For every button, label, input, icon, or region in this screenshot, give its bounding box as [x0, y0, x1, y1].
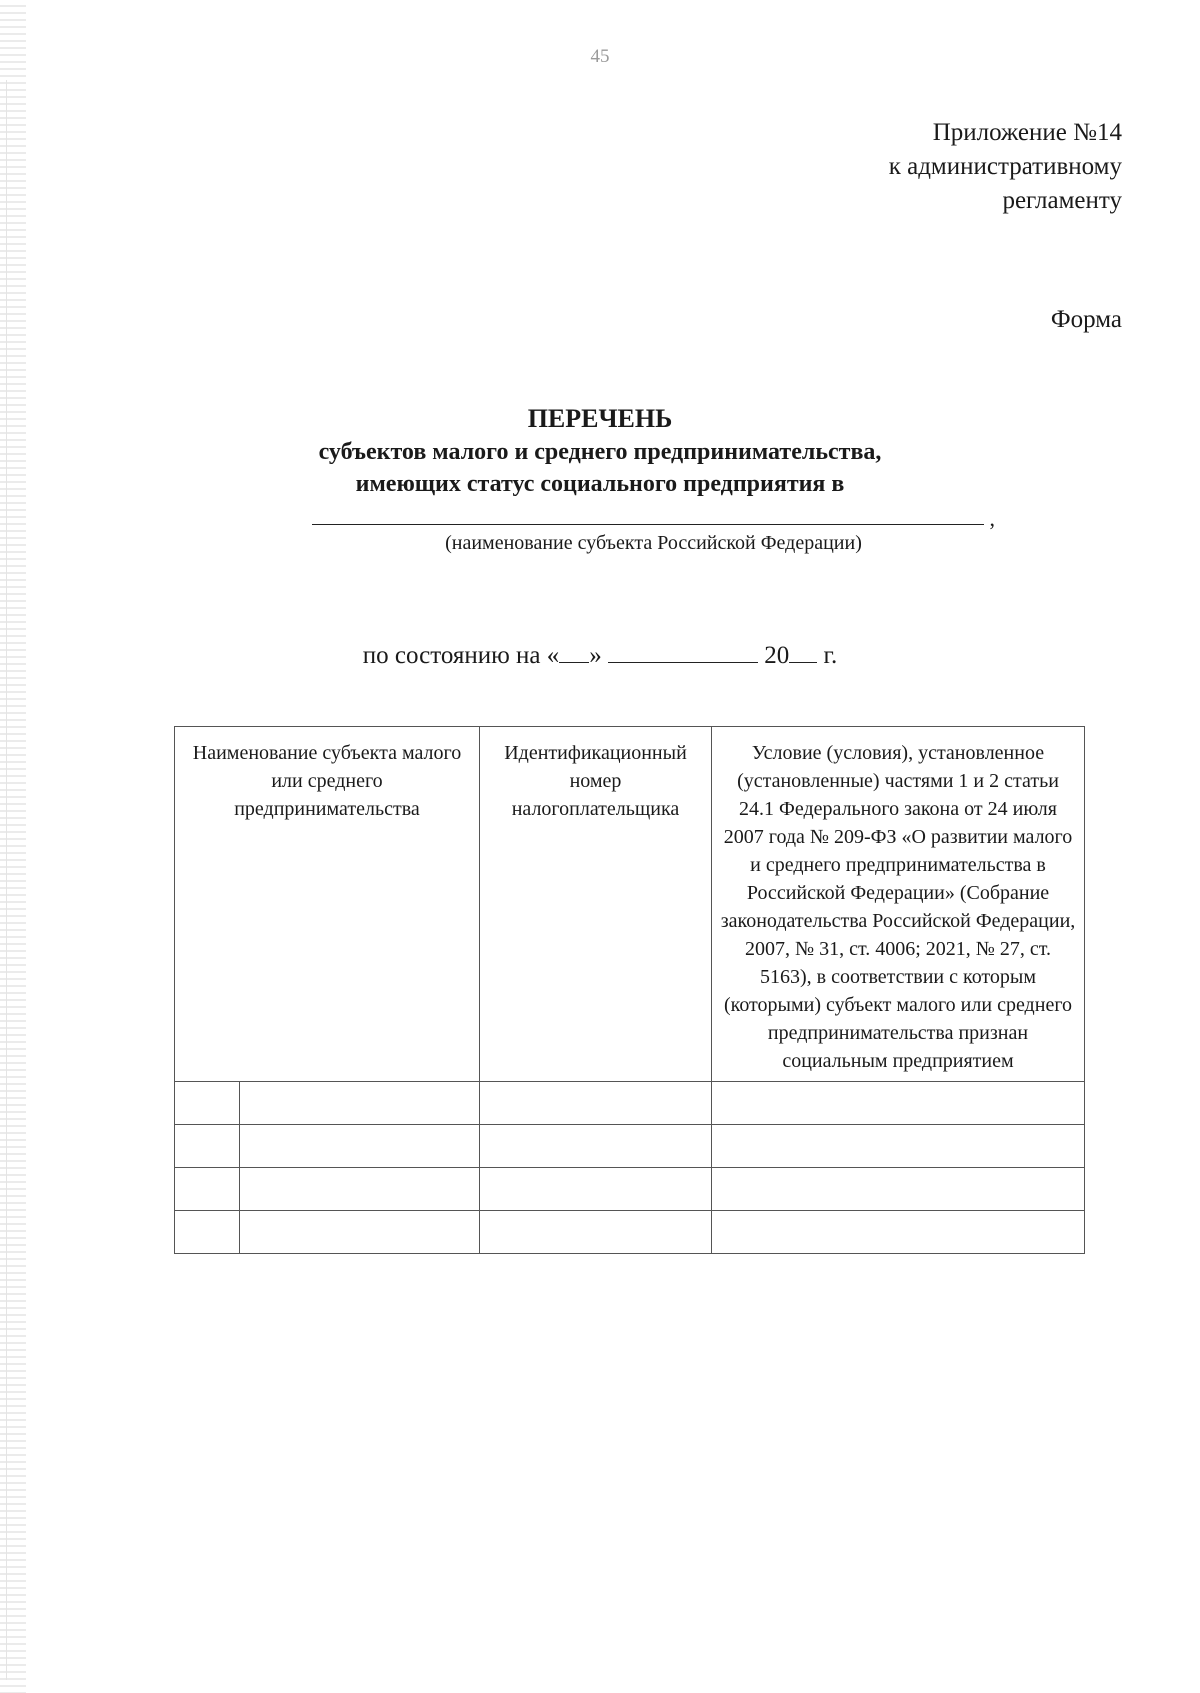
- region-name-blank: [312, 506, 995, 531]
- document-title-block: [0, 402, 1200, 500]
- header-cell-inn: Идентификационный номер налогоплательщика: [480, 727, 712, 1082]
- table-row: [175, 1082, 1085, 1125]
- date-open-quote: «: [546, 642, 560, 669]
- table-cell-name: [240, 1211, 480, 1254]
- appendix-line-2: к административному: [888, 153, 1122, 180]
- status-date-line: [0, 642, 1200, 670]
- appendix-line-3: регламенту: [1002, 187, 1122, 214]
- table-cell-inn: [480, 1168, 712, 1211]
- region-name-underline: [312, 524, 984, 525]
- region-name-caption: (наименование субъекта Российской Федерации): [445, 532, 862, 554]
- table-row: [175, 1211, 1085, 1254]
- table-cell-number: [175, 1125, 240, 1168]
- table-cell-name: [240, 1082, 480, 1125]
- table-cell-inn: [480, 1082, 712, 1125]
- header-cell-condition: Условие (условия), установленное (установленные) частями 1 и 2 статьи 24.1 Федерального закона от 24 июля 2007 года № 209-ФЗ «О развитии малого и среднего предпринимательства в Российской Федерации» (Собрание законодательства Российской Федерации, 2007, № 31, ст. 4006; 2021, № 27, ст. 5163), в соответствии с которым (которыми) субъект малого или среднего предпринимательства признан социальным предприятием: [712, 727, 1085, 1082]
- table-header-row: [175, 727, 1085, 1082]
- year-prefix: 20: [764, 642, 790, 669]
- table-cell-number: [175, 1082, 240, 1125]
- underline-comma: ,: [989, 506, 995, 531]
- table-cell-condition: [712, 1168, 1085, 1211]
- document-subtitle-line-2: имеющих статус социального предприятия в: [355, 471, 845, 497]
- table-cell-name: [240, 1125, 480, 1168]
- table-cell-inn: [480, 1211, 712, 1254]
- table-cell-name: [240, 1168, 480, 1211]
- table-cell-condition: [712, 1211, 1085, 1254]
- scan-edge-line: [6, 80, 7, 1680]
- table-row: [175, 1125, 1085, 1168]
- status-date-prefix: по состоянию на: [362, 642, 541, 669]
- document-title: ПЕРЕЧЕНЬ: [527, 404, 673, 433]
- scan-left-edge: [0, 0, 26, 1693]
- social-enterprise-table: [174, 726, 1085, 1254]
- table-cell-condition: [712, 1125, 1085, 1168]
- appendix-line-1: Приложение №14: [932, 119, 1122, 146]
- month-blank: [608, 642, 758, 663]
- table-cell-inn: [480, 1125, 712, 1168]
- table-cell-number: [175, 1168, 240, 1211]
- date-close-quote: »: [589, 642, 602, 669]
- year-suffix: г.: [823, 642, 838, 669]
- header-cell-name: Наименование субъекта малого или среднего предпринимательства: [175, 727, 480, 1082]
- document-subtitle-line-1: субъектов малого и среднего предпринимательства,: [318, 439, 882, 465]
- table-cell-number: [175, 1211, 240, 1254]
- day-blank: [559, 642, 589, 663]
- table-cell-condition: [712, 1082, 1085, 1125]
- table-row: [175, 1168, 1085, 1211]
- appendix-header: [702, 116, 1122, 218]
- page-number: 45: [590, 46, 610, 67]
- form-label: Форма: [1050, 306, 1122, 333]
- year-blank: [789, 642, 817, 663]
